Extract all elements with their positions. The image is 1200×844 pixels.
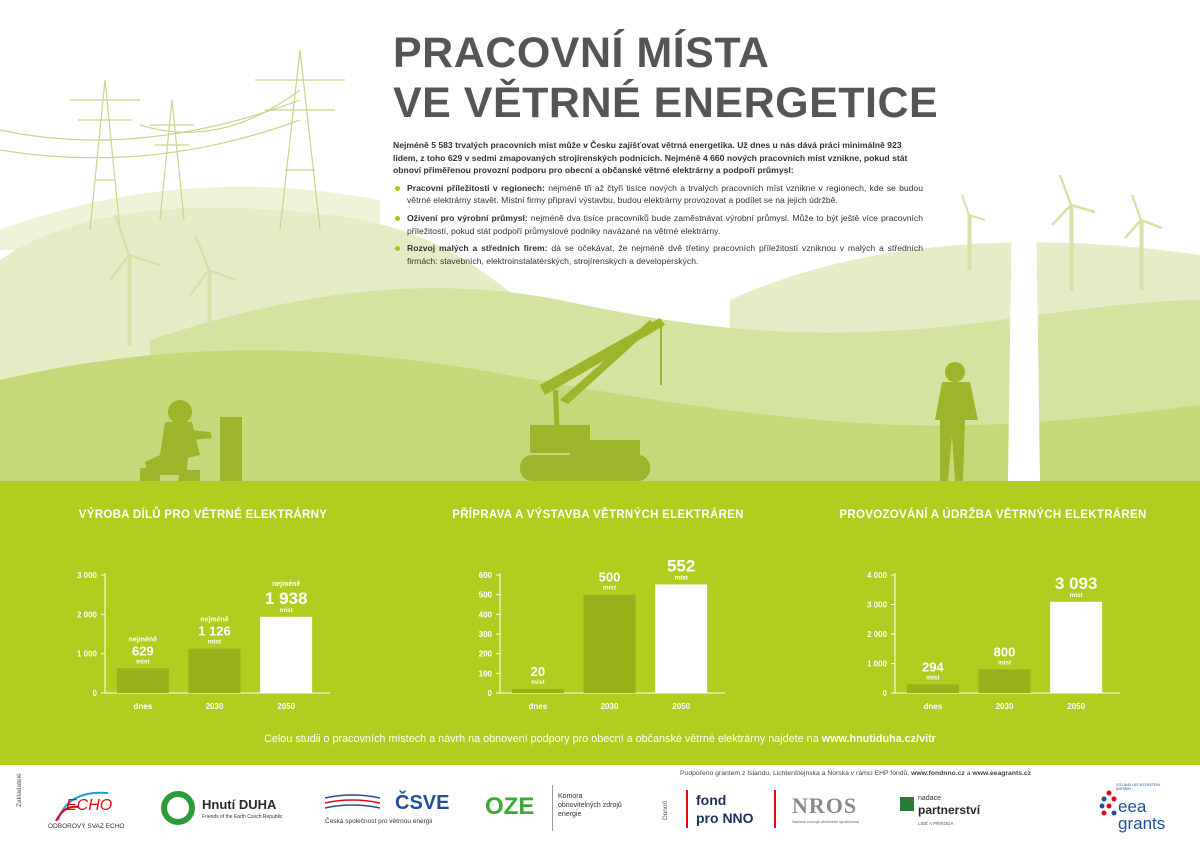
- chart-manufacturing: [60, 540, 360, 720]
- nros-subtitle: Nadace rozvoje občanské společnosti: [792, 819, 860, 824]
- csve-subtitle: Česká společnost pro větrnou energii: [325, 818, 433, 825]
- y-tick-label: 600: [478, 571, 492, 580]
- y-tick-label: 0: [487, 689, 492, 698]
- title-line-1: PRACOVNÍ MÍSTA: [393, 29, 770, 77]
- y-tick-label: 0: [882, 689, 887, 698]
- intro-lead: Nejméně 5 583 trvalých pracovních míst může v Česku zajišťovat větrná energetika. Už dnes u nás dává práci minimálně 923 lidem, z toho 629 v sedmi zmapovaných strojírenských podnicích. Nejméně 4 660 nových pracovních míst vznikne, pokud stát obnoví přiměřenou provozní podporu pro obecní a občanské větrné elektrárny a podpoří průmysl:: [393, 140, 908, 176]
- y-tick-label: 3 000: [76, 571, 97, 580]
- oze-sub-2: obnovitelných zdrojů: [558, 802, 622, 809]
- chart-operation: [850, 540, 1150, 720]
- np-subtitle: LIDÉ A PŘÍRODA: [918, 821, 954, 826]
- echo-subtitle: ODBOROVÝ SVAZ ECHO: [48, 823, 125, 830]
- unit-label: míst: [1069, 591, 1083, 599]
- data-label: 500: [598, 569, 621, 585]
- hnuti-duha-logo[interactable]: [160, 790, 300, 830]
- eea-small: ICELAND LIECHTENSTEIN NORWAY: [1116, 783, 1160, 791]
- data-label: 629: [131, 643, 154, 659]
- chart-title-construction: PŘÍPRAVA A VÝSTAVBA VĚTRNÝCH ELEKTRÁREN: [452, 509, 744, 521]
- eea-grants-logo[interactable]: [1098, 783, 1178, 838]
- grant-link-fondnno[interactable]: www.fondnno.cz: [911, 770, 965, 777]
- bar: [1050, 602, 1102, 693]
- unit-label: míst: [531, 679, 545, 687]
- bullet-head: Rozvoj malých a středních firem:: [407, 243, 548, 254]
- unit-label: míst: [997, 659, 1012, 667]
- y-tick-label: 1 000: [866, 659, 887, 669]
- grant-link-eeagrants[interactable]: www.eeagrants.cz: [972, 770, 1032, 777]
- study-note: [0, 733, 1200, 745]
- duha-name: Hnutí DUHA: [202, 797, 277, 812]
- x-tick-label: dnes: [923, 702, 943, 711]
- fond-pro-nno-logo[interactable]: [686, 790, 778, 830]
- donors-label: Donoři: [662, 800, 669, 820]
- data-label: 294: [921, 659, 944, 675]
- y-tick-label: 400: [478, 610, 492, 620]
- fond-line-2: pro NNO: [696, 810, 754, 826]
- oze-logo[interactable]: [485, 785, 635, 833]
- bar: [655, 584, 707, 693]
- intro-text: [393, 139, 923, 272]
- grant-and: a: [964, 770, 973, 777]
- unit-label: míst: [602, 584, 617, 592]
- y-tick-label: 0: [92, 689, 97, 698]
- unit-label: míst: [136, 658, 150, 666]
- eea-line-2: grants: [1118, 814, 1166, 833]
- data-label: 552: [666, 556, 696, 576]
- oze-sub-1: Komora: [558, 793, 583, 800]
- nadace-partnerstvi-logo[interactable]: [900, 795, 1000, 831]
- x-tick-label: dnes: [133, 702, 153, 711]
- np-line-2: partnerství: [918, 803, 981, 817]
- y-tick-label: 500: [478, 590, 492, 600]
- bullet-item: [393, 242, 923, 267]
- bullet-dot-icon: [395, 216, 400, 221]
- page-title: [393, 28, 938, 128]
- intro-bullets: [393, 182, 923, 268]
- x-tick-label: 2050: [277, 702, 296, 711]
- bar: [260, 617, 312, 693]
- unit-label: míst: [207, 638, 222, 646]
- chart-title-operation: PROVOZOVÁNÍ A ÚDRŽBA VĚTRNÝCH ELEKTRÁREN: [839, 509, 1147, 521]
- bar: [907, 684, 959, 693]
- bar: [512, 689, 564, 693]
- title-line-2: VE VĚTRNÉ ENERGETICE: [393, 79, 939, 127]
- bar: [584, 595, 636, 693]
- csve-name: ČSVE: [395, 792, 450, 814]
- data-label: 3 093: [1054, 573, 1098, 593]
- bullet-text: nejméně dva tisíce pracovníků bude zaměstnávat výrobní průmysl. Může to být ještě více pracovních příležitostí, pokud stát podpoří průmyslové podniky navázané na větrné elektrárny.: [407, 212, 924, 236]
- fond-line-1: fond: [696, 792, 727, 808]
- partnerstvi-tree-icon: [900, 797, 914, 811]
- data-label: 1 938: [264, 588, 308, 608]
- y-tick-label: 4 000: [866, 571, 887, 580]
- unit-label: míst: [674, 574, 688, 582]
- eea-line-1: eea: [1118, 797, 1147, 816]
- bullet-text: nejméně tři až čtyři tisíce nových a trvalých pracovních míst vznikne v regionech, kde se budou větrné elektrárny stavět. Místní firmy připraví výstavbu, budou elektrárny provozovat a podílet se na jejich údržbě.: [407, 182, 923, 206]
- data-label: 20: [530, 664, 546, 680]
- oze-name: OZE: [485, 793, 535, 820]
- y-tick-label: 1 000: [76, 649, 97, 659]
- y-tick-label: 100: [478, 669, 492, 679]
- unit-label: míst: [279, 606, 293, 614]
- study-note-text: Celou studii o pracovních místech a návrh na obnovení podpory pro obecní a občanské větrné elektrárny najdete na: [264, 733, 822, 745]
- prefix-label: nejméně: [271, 580, 301, 588]
- nros-logo[interactable]: [792, 793, 887, 828]
- fond-red-bar-right: [774, 790, 776, 828]
- prefix-label: nejméně: [128, 636, 158, 644]
- x-tick-label: 2030: [205, 702, 224, 711]
- bullet-item: [393, 182, 923, 207]
- duha-subtitle: Friends of the Earth Czech Republic: [202, 814, 283, 820]
- x-tick-label: 2050: [1067, 702, 1086, 711]
- bullet-dot-icon: [395, 246, 400, 251]
- csve-lines-icon: [325, 794, 380, 814]
- bar: [979, 669, 1031, 693]
- oze-divider: [552, 785, 553, 831]
- y-tick-label: 2 000: [76, 610, 97, 620]
- grant-text: Podpořeno grantem z Islandu, Lichtenštejnska a Norska v rámci EHP fondů.: [680, 770, 912, 777]
- unit-label: míst: [926, 674, 940, 682]
- bullet-dot-icon: [395, 186, 400, 191]
- csve-logo[interactable]: [325, 790, 460, 830]
- np-line-1: nadace: [918, 795, 941, 802]
- grant-statement: [680, 770, 1031, 777]
- y-tick-label: 3 000: [866, 600, 887, 610]
- eea-dots-icon: [1098, 787, 1120, 825]
- prefix-label: nejméně: [200, 616, 229, 624]
- fond-red-bar: [686, 790, 688, 828]
- data-label: 1 126: [198, 623, 231, 639]
- x-tick-label: 2050: [672, 702, 691, 711]
- bullet-item: [393, 212, 923, 237]
- bar: [117, 668, 169, 693]
- bullet-head: Oživení pro výrobní průmysl:: [407, 212, 528, 223]
- x-tick-label: 2030: [995, 702, 1014, 711]
- y-tick-label: 2 000: [866, 630, 887, 639]
- chart-construction: [455, 540, 755, 720]
- y-tick-label: 200: [478, 649, 492, 659]
- bullet-head: Pracovní příležitosti v regionech:: [407, 182, 545, 193]
- data-label: 800: [993, 644, 1016, 660]
- echo-logo-text: ECHO: [66, 797, 113, 814]
- nros-name: NROS: [792, 793, 858, 818]
- bar: [189, 649, 241, 693]
- bullet-text: dá se očekávat, že nejméně dvě třetiny pracovních příležitostí vzniknou v malých a středních firmách: stavebních, elektroinstalatérských, strojírenských a developerských.: [407, 243, 923, 266]
- oze-sub-3: energie: [558, 811, 582, 818]
- x-tick-label: 2030: [600, 702, 619, 711]
- study-link[interactable]: www.hnutiduha.cz/vitr: [821, 733, 936, 745]
- echo-logo[interactable]: [48, 785, 136, 835]
- duha-ring-icon: [160, 790, 196, 826]
- founders-label: Zakladatelé: [16, 773, 23, 807]
- chart-title-manufacturing: VÝROBA DÍLŮ PRO VĚTRNÉ ELEKTRÁRNY: [78, 509, 328, 521]
- x-tick-label: dnes: [528, 702, 548, 711]
- footer: [0, 765, 1200, 844]
- y-tick-label: 300: [478, 630, 492, 639]
